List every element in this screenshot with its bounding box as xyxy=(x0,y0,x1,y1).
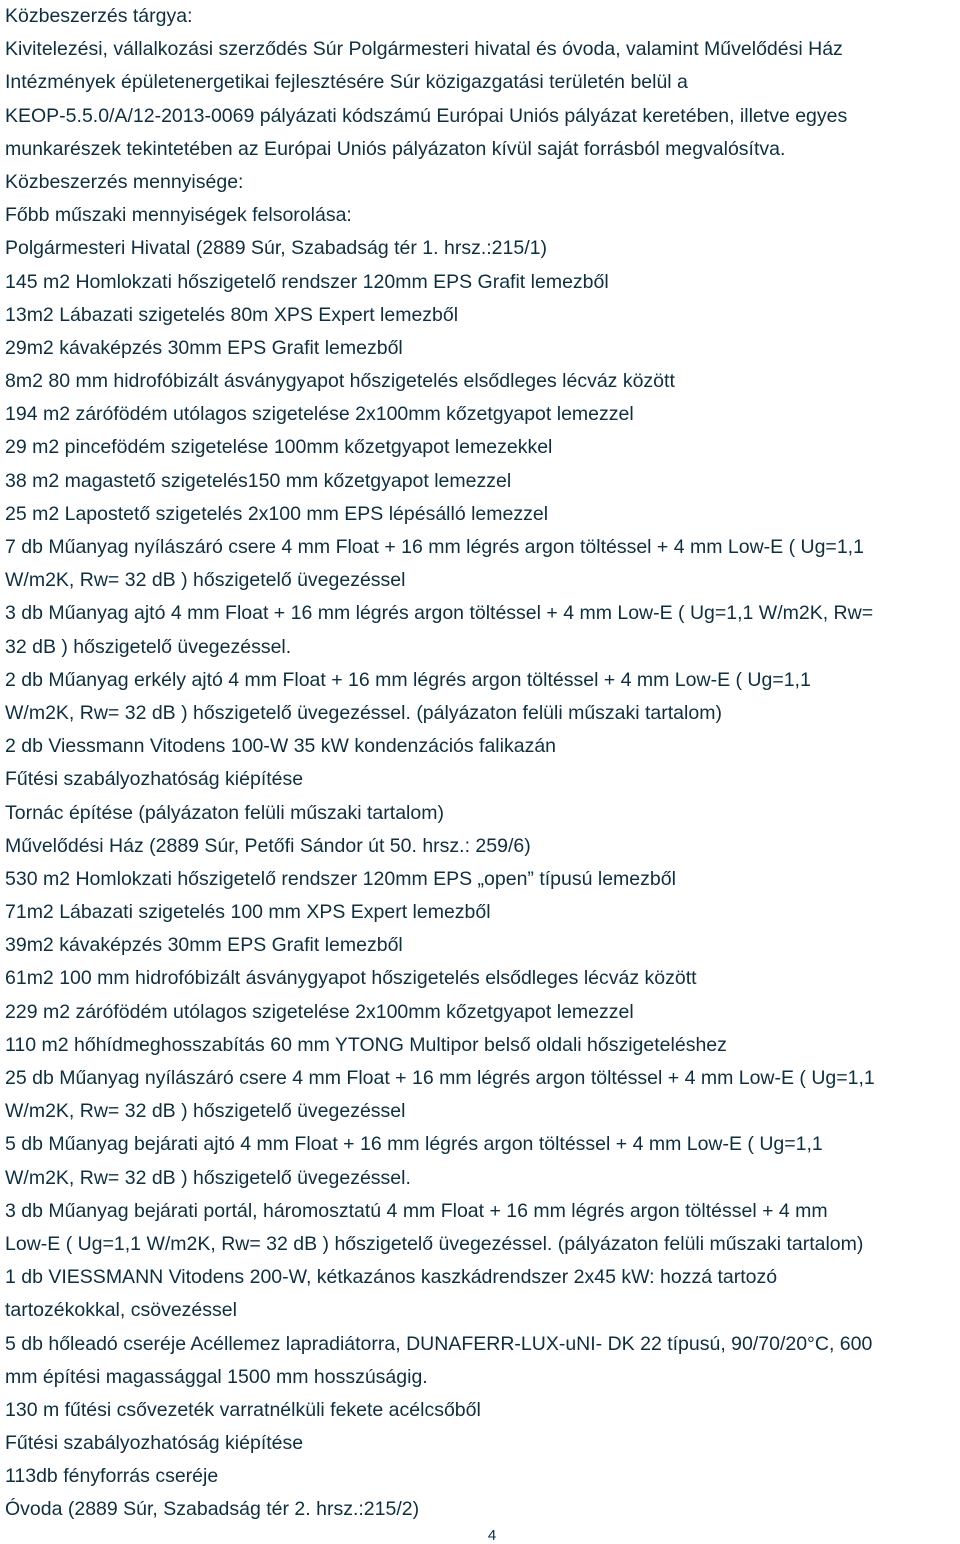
list-item: W/m2K, Rw= 32 dB ) hőszigetelő üvegezéssel. xyxy=(5,1166,411,1189)
list-item: 2 db Műanyag erkély ajtó 4 mm Float + 16 mm légrés argon töltéssel + 4 mm Low-E ( Ug=1,1 xyxy=(5,668,811,691)
list-item: Fűtési szabályozhatóság kiépítése xyxy=(5,1432,304,1455)
list-item: 61m2 100 mm hidrofóbizált ásványgyapot hőszigetelés elsődleges lécváz között xyxy=(5,967,697,990)
text-line: Kivitelezési, vállalkozási szerződés Súr Polgármesteri hivatal és óvoda, valamint Művelődési Ház xyxy=(5,38,843,61)
list-item: 32 dB ) hőszigetelő üvegezéssel. xyxy=(5,635,292,658)
heading-main-quantities: Főbb műszaki mennyiségek felsorolása: xyxy=(5,204,352,227)
list-item: 194 m2 zárófödém utólagos szigetelése 2x100mm kőzetgyapot lemezzel xyxy=(5,403,634,426)
list-item: 2 db Viessmann Vitodens 100-W 35 kW kondenzációs falikazán xyxy=(5,735,557,758)
section-kindergarten: Óvoda (2889 Súr, Szabadság tér 2. hrsz.:215/2) xyxy=(5,1498,420,1521)
text-line: munkarészek tekintetében az Európai Uniós pályázaton kívül saját forrásból megvalósítva. xyxy=(5,137,786,160)
list-item: 25 db Műanyag nyílászáró csere 4 mm Float + 16 mm légrés argon töltéssel + 4 mm Low-E ( Ug=1,1 xyxy=(5,1067,875,1089)
list-item: Tornác építése (pályázaton felüli műszaki tartalom) xyxy=(5,801,444,824)
list-item: 145 m2 Homlokzati hőszigetelő rendszer 120mm EPS Grafit lemezből xyxy=(5,270,609,293)
list-item: 29m2 kávaképzés 30mm EPS Grafit lemezből xyxy=(5,336,403,359)
text-line: KEOP-5.5.0/A/12-2013-0069 pályázati kódszámú Európai Uniós pályázat keretében, illetve egyes xyxy=(5,104,848,127)
list-item: 113db fényforrás cseréje xyxy=(5,1465,219,1488)
page-number: 4 xyxy=(487,1527,497,1544)
list-item: 1 db VIESSMANN Vitodens 200-W, kétkazános kaszkádrendszer 2x45 kW: hozzá tartozó xyxy=(5,1266,778,1289)
list-item: 7 db Műanyag nyílászáró csere 4 mm Float + 16 mm légrés argon töltéssel + 4 mm Low-E ( Ug=1,1 xyxy=(5,536,864,558)
text-line: Intézmények épületenergetikai fejlesztésére Súr közigazgatási területén belül a xyxy=(5,71,688,94)
list-item: 8m2 80 mm hidrofóbizált ásványgyapot hőszigetelés elsődleges lécváz között xyxy=(5,370,675,393)
list-item: mm építési magassággal 1500 mm hosszúságig. xyxy=(5,1365,428,1388)
list-item: 110 m2 hőhídmeghosszabítás 60 mm YTONG Multipor belső oldali hőszigeteléshez xyxy=(5,1033,727,1056)
section-culture-house: Művelődési Ház (2889 Súr, Petőfi Sándor út 50. hrsz.: 259/6) xyxy=(5,834,531,857)
list-item: tartozékokkal, csövezéssel xyxy=(5,1299,237,1322)
list-item: Fűtési szabályozhatóság kiépítése xyxy=(5,768,304,791)
list-item: 25 m2 Lapostető szigetelés 2x100 mm EPS lépésálló lemezzel xyxy=(5,502,549,525)
list-item: 5 db Műanyag bejárati ajtó 4 mm Float + 16 mm légrés argon töltéssel + 4 mm Low-E ( Ug=1,1 xyxy=(5,1133,823,1156)
section-town-hall: Polgármesteri Hivatal (2889 Súr, Szabadság tér 1. hrsz.:215/1) xyxy=(5,237,547,260)
heading-procurement-subject: Közbeszerzés tárgya: xyxy=(5,5,193,27)
list-item: 3 db Műanyag bejárati portál, háromosztatú 4 mm Float + 16 mm légrés argon töltéssel + 4 mm xyxy=(5,1199,828,1222)
list-item: 3 db Műanyag ajtó 4 mm Float + 16 mm légrés argon töltéssel + 4 mm Low-E ( Ug=1,1 W/m2K, Rw= xyxy=(5,602,874,625)
list-item: 530 m2 Homlokzati hőszigetelő rendszer 120mm EPS „open” típusú lemezből xyxy=(5,867,676,890)
list-item: 130 m fűtési csővezeték varratnélküli fekete acélcsőből xyxy=(5,1398,481,1421)
list-item: 13m2 Lábazati szigetelés 80m XPS Expert lemezből xyxy=(5,303,459,326)
list-item: W/m2K, Rw= 32 dB ) hőszigetelő üvegezéssel xyxy=(5,569,406,592)
list-item: 38 m2 magastető szigetelés150 mm kőzetgyapot lemezzel xyxy=(5,469,512,492)
list-item: W/m2K, Rw= 32 dB ) hőszigetelő üvegezéssel. (pályázaton felüli műszaki tartalom) xyxy=(5,701,722,724)
list-item: 229 m2 zárófödém utólagos szigetelése 2x100mm kőzetgyapot lemezzel xyxy=(5,1000,634,1023)
list-item: 29 m2 pincefödém szigetelése 100mm kőzetgyapot lemezekkel xyxy=(5,436,553,459)
list-item: 5 db hőleadó cseréje Acéllemez lapradiátorra, DUNAFERR-LUX-uNI- DK 22 típusú, 90/70/20°C, 600 xyxy=(5,1332,873,1355)
list-item: 39m2 kávaképzés 30mm EPS Grafit lemezből xyxy=(5,934,403,957)
list-item: W/m2K, Rw= 32 dB ) hőszigetelő üvegezéssel xyxy=(5,1100,406,1123)
heading-procurement-quantity: Közbeszerzés mennyisége: xyxy=(5,170,244,193)
list-item: 71m2 Lábazati szigetelés 100 mm XPS Expert lemezből xyxy=(5,901,491,924)
list-item: Low-E ( Ug=1,1 W/m2K, Rw= 32 dB ) hőszigetelő üvegezéssel. (pályázaton felüli műszaki tartalom) xyxy=(5,1232,864,1255)
document-body xyxy=(5,0,957,1527)
